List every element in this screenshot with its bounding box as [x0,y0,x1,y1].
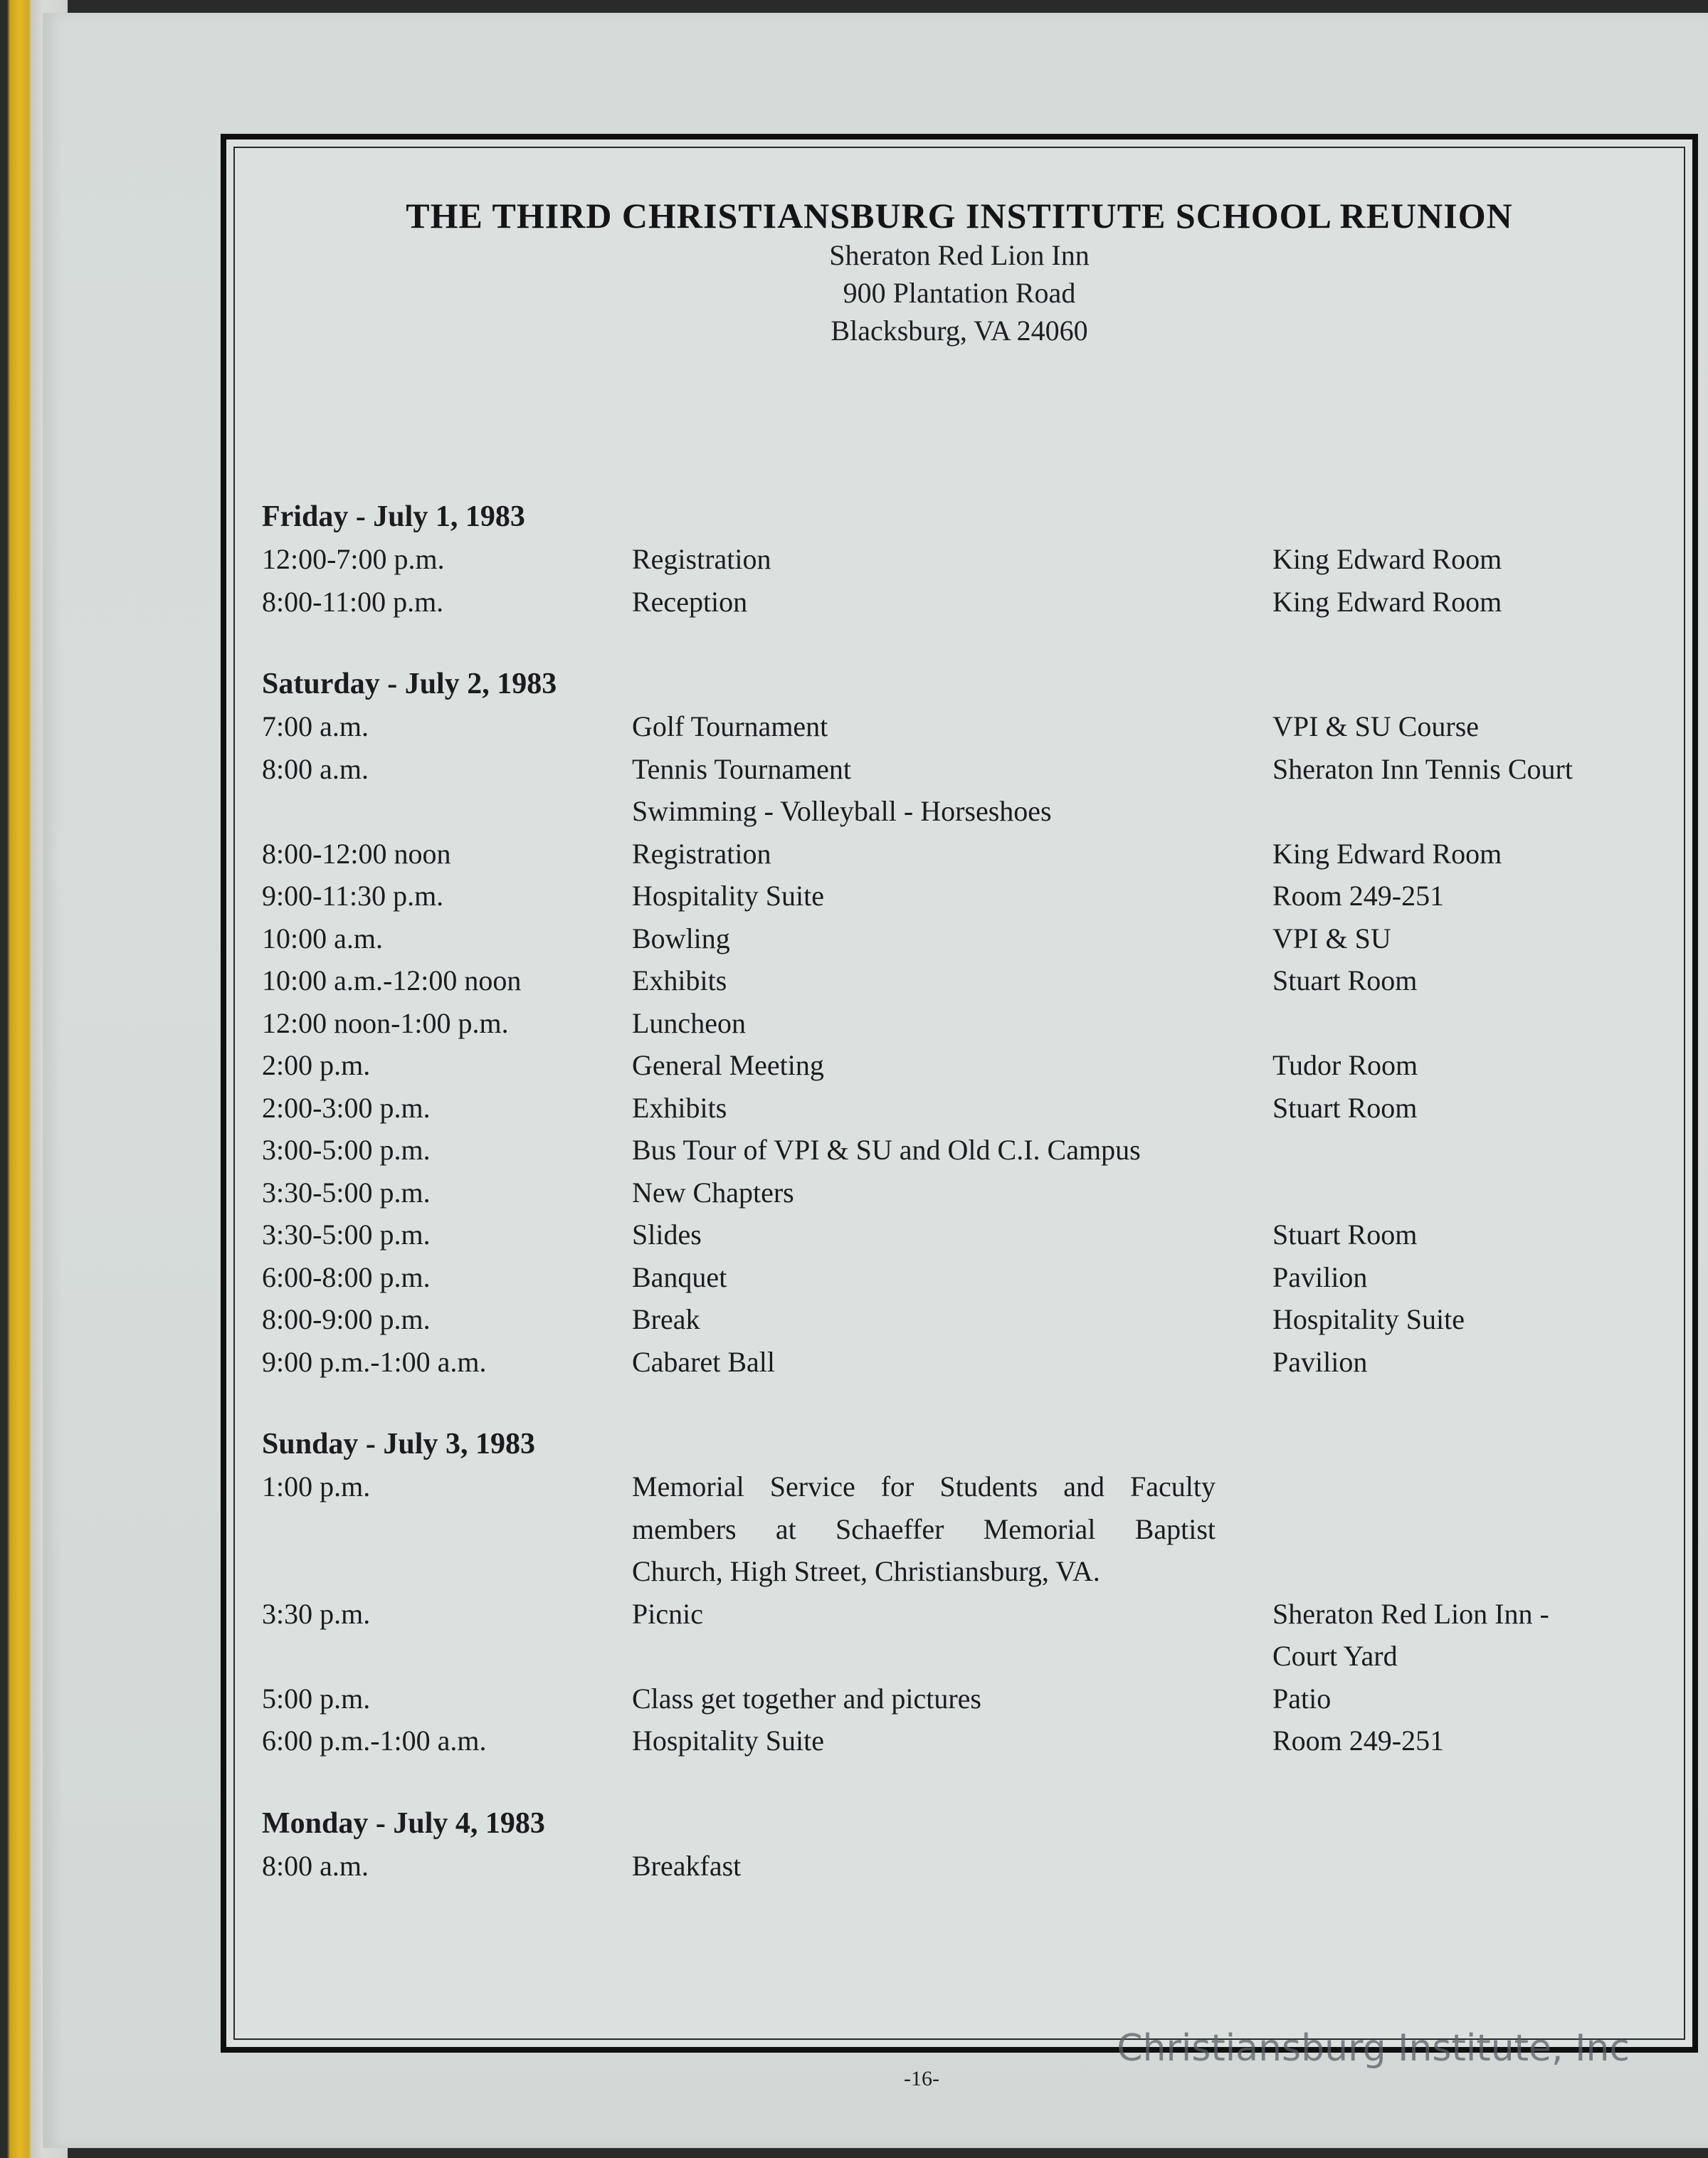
row-time: 5:00 p.m. [262,1682,371,1715]
row-event: Hospitality Suite [632,1725,824,1757]
row-location: Pavilion [1272,1260,1368,1293]
row-event: Tennis Tournament [632,752,852,785]
row-location: Pavilion [1272,1345,1368,1378]
schedule-row [262,705,1685,748]
row-time: 7:00 a.m. [262,710,369,742]
spacer [262,623,1685,663]
schedule-row [262,1845,1685,1888]
row-location: Room 249-251 [1272,1725,1445,1757]
row-event: Exhibits [632,1091,727,1124]
row-time: 10:00 a.m.-12:00 noon [262,964,522,996]
schedule-row [262,1298,1685,1341]
row-location: Sheraton Red Lion Inn - [1272,1597,1549,1630]
row-time [262,790,632,833]
row-time: 8:00-9:00 p.m. [262,1303,431,1335]
spacer [262,1762,1685,1802]
row-event: Slides [632,1219,702,1251]
schedule-row [262,875,1685,917]
row-event [632,1635,1272,1678]
row-event: Bowling [632,922,730,954]
schedule-row [262,1635,1685,1678]
row-time [262,1508,632,1551]
row-time: 9:00-11:30 p.m. [262,880,444,912]
row-location [1272,1172,1671,1214]
memorial-line: members at Schaeffer Memorial Baptist [632,1512,1216,1545]
schedule-row [262,1593,1685,1636]
row-location: Sheraton Inn Tennis Court [1272,752,1573,785]
row-time: 9:00 p.m.-1:00 a.m. [262,1345,487,1378]
row-event: Luncheon [632,1006,746,1039]
schedule-row [262,917,1685,960]
row-event: Class get together and pictures [632,1682,981,1715]
row-event: Swimming - Volleyball - Horseshoes [632,795,1052,827]
row-event: Banquet [632,1260,727,1293]
schedule-row [262,1044,1685,1087]
schedule-row [262,1508,1685,1551]
row-time: 8:00 a.m. [262,752,369,785]
row-location [1272,1550,1671,1593]
schedule-row [262,1172,1685,1214]
day-heading-monday: Monday - July 4, 1983 [262,1806,545,1840]
venue-street: 900 Plantation Road [843,277,1076,309]
row-time: 6:00 p.m.-1:00 a.m. [262,1725,487,1757]
row-event [632,1465,1272,1508]
schedule [262,495,1685,1887]
row-location: Stuart Room [1272,1219,1418,1251]
row-time: 8:00-12:00 noon [262,837,451,870]
row-event: Church, High Street, Christiansburg, VA. [632,1555,1100,1587]
row-event: New Chapters [632,1176,794,1209]
day-heading-saturday: Saturday - July 2, 1983 [262,668,557,700]
schedule-row [262,581,1685,623]
row-location: King Edward Room [1272,837,1502,870]
schedule-row [262,748,1685,791]
border-frame [221,134,1698,2053]
row-location: VPI & SU Course [1272,710,1480,742]
row-location: King Edward Room [1272,585,1502,618]
row-location [1272,1508,1671,1551]
schedule-row [262,833,1685,875]
row-time: 8:00 a.m. [262,1849,369,1882]
row-time: 8:00-11:00 p.m. [262,585,444,618]
schedule-row [262,538,1685,581]
schedule-row [262,1720,1685,1762]
row-time: 12:00 noon-1:00 p.m. [262,1006,509,1039]
schedule-row [262,1550,1685,1593]
row-event: Picnic [632,1597,703,1630]
row-location [1272,1002,1671,1045]
row-location: Court Yard [1272,1640,1398,1672]
row-event: Break [632,1303,700,1335]
row-location: King Edward Room [1272,543,1502,575]
row-event: Exhibits [632,964,727,996]
row-time [262,1635,632,1678]
row-time: 3:30 p.m. [262,1597,371,1630]
row-location: Tudor Room [1272,1049,1418,1081]
row-location: Hospitality Suite [1272,1303,1465,1335]
day-heading-friday: Friday - July 1, 1983 [262,500,525,533]
page-number: -16- [904,2067,939,2090]
header [226,195,1692,349]
row-time: 1:00 p.m. [262,1470,371,1502]
schedule-row [262,1341,1685,1384]
row-event: Breakfast [632,1849,742,1882]
memorial-line: Memorial Service for Students and Faculty [632,1470,1216,1502]
row-time: 3:00-5:00 p.m. [262,1134,431,1166]
schedule-row [262,1678,1685,1720]
spacer [262,1383,1685,1423]
row-location: Room 249-251 [1272,880,1445,912]
row-time: 3:30-5:00 p.m. [262,1176,431,1209]
row-location: Stuart Room [1272,964,1418,996]
schedule-row [262,1465,1685,1508]
row-location: Patio [1272,1682,1332,1715]
row-time: 3:30-5:00 p.m. [262,1219,431,1251]
row-event: Golf Tournament [632,710,828,742]
row-time [262,1550,632,1593]
program-page [43,13,1708,2148]
row-location: Stuart Room [1272,1091,1418,1124]
row-event: General Meeting [632,1049,824,1081]
row-location [1272,790,1671,833]
schedule-row [262,1214,1685,1256]
row-time: 2:00-3:00 p.m. [262,1091,431,1124]
row-location [1272,1129,1671,1172]
schedule-row [262,1087,1685,1130]
venue-city: Blacksburg, VA 24060 [831,315,1088,347]
row-event: Bus Tour of VPI & SU and Old C.I. Campus [632,1134,1141,1166]
schedule-row [262,959,1685,1002]
row-event: Reception [632,585,748,618]
row-time: 2:00 p.m. [262,1049,371,1081]
row-time: 12:00-7:00 p.m. [262,543,445,575]
venue-name: Sheraton Red Lion Inn [829,239,1090,271]
schedule-row [262,790,1685,833]
row-event [632,1508,1272,1551]
day-heading-sunday: Sunday - July 3, 1983 [262,1428,535,1460]
row-location [1272,1465,1671,1508]
schedule-row [262,1256,1685,1299]
row-event: Registration [632,543,771,575]
schedule-row [262,1002,1685,1045]
row-location: VPI & SU [1272,922,1391,954]
row-event: Cabaret Ball [632,1345,776,1378]
page-title: THE THIRD CHRISTIANSBURG INSTITUTE SCHOOL REUNION [406,196,1513,236]
row-time: 10:00 a.m. [262,922,383,954]
row-event: Registration [632,837,771,870]
schedule-row [262,1129,1685,1172]
watermark: Christiansburg Institute, Inc [1117,2027,1630,2070]
row-location [1272,1845,1671,1888]
row-time: 6:00-8:00 p.m. [262,1260,431,1293]
row-event: Hospitality Suite [632,880,824,912]
